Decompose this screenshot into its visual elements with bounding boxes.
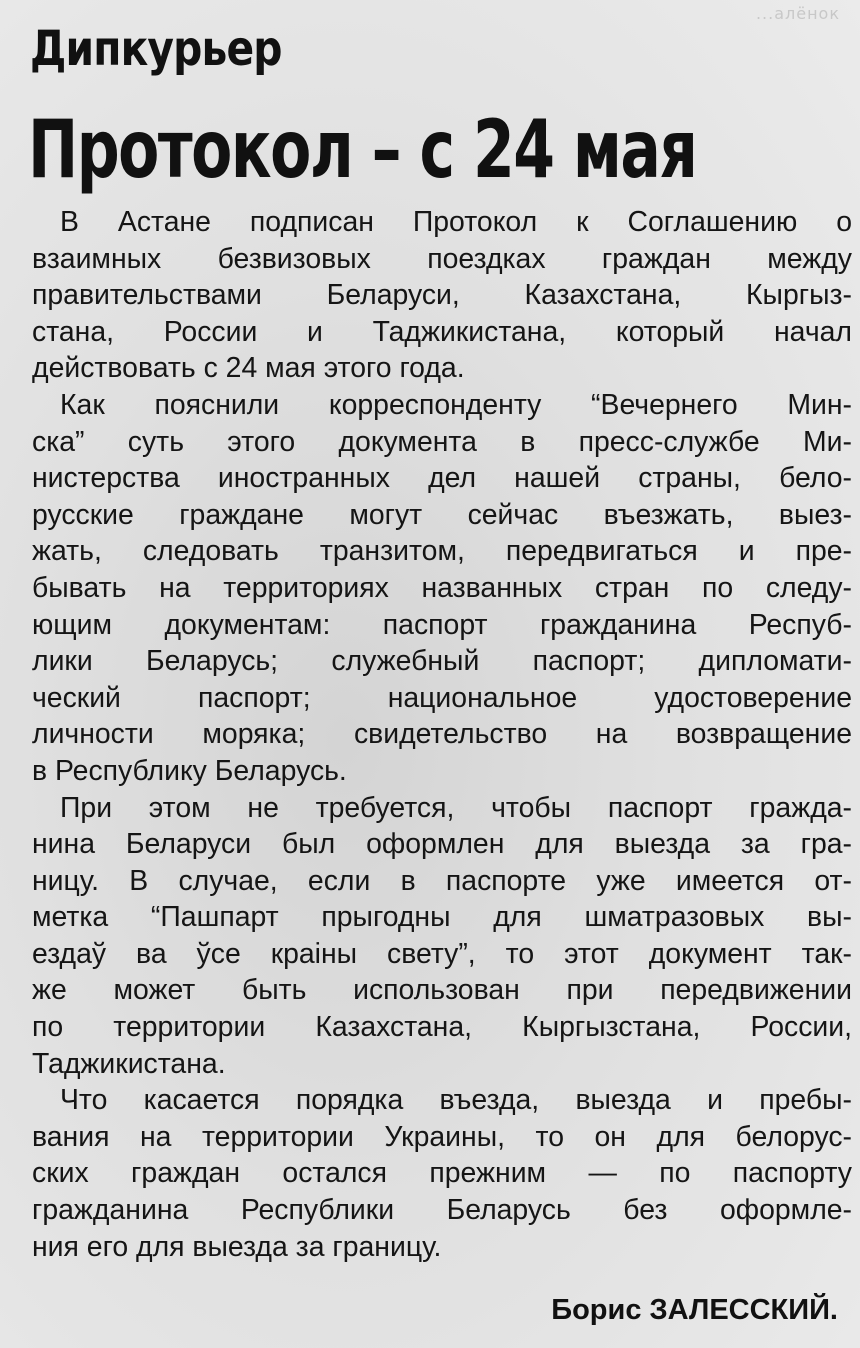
article-line: жать, следовать транзитом, передвигаться и пре- <box>32 535 852 568</box>
article-line: ездаў ва ўсе краіны свету”, то этот документ так- <box>32 937 852 970</box>
article-line: стана, России и Таджикистана, который начал <box>32 315 852 348</box>
headline: Протокол – с 24 мая <box>28 103 697 196</box>
article-line: нина Беларуси был оформлен для выезда за гра- <box>32 828 852 861</box>
byline: Борис ЗАЛЕССКИЙ. <box>551 1294 838 1326</box>
article-line: Как пояснили корреспонденту “Вечернего Мин- <box>60 388 852 421</box>
article-line: взаимных безвизовых поездках граждан между <box>32 242 852 275</box>
article-line: метка “Пашпарт прыгодны для шматразовых вы- <box>32 901 852 934</box>
article-line: ческий паспорт; национальное удостоверение <box>32 681 852 714</box>
article-line: бывать на территориях названных стран по следу- <box>32 571 852 604</box>
article-line: ска” суть этого документа в пресс-службе Ми- <box>32 425 852 458</box>
article-line: ницу. В случае, если в паспорте уже имеется от- <box>32 864 852 897</box>
article-line: ских граждан остался прежним — по паспорту <box>32 1157 852 1190</box>
article-line: правительствами Беларуси, Казахстана, Кыргыз- <box>32 279 852 312</box>
article-line: же может быть использован при передвижении <box>32 974 852 1007</box>
article-body <box>32 204 852 1265</box>
article-line: в Республику Беларусь. <box>32 754 347 787</box>
article-line: действовать с 24 мая этого года. <box>32 352 465 385</box>
article-line: лики Беларусь; служебный паспорт; дипломати- <box>32 645 852 678</box>
article-line: Что касается порядка въезда, выезда и пребы- <box>60 1084 852 1117</box>
article-line: по территории Казахстана, Кыргызстана, России, <box>32 1011 852 1044</box>
article-line: Таджикистана. <box>32 1047 226 1080</box>
article-line: ния его для выезда за границу. <box>32 1230 442 1263</box>
article-line: При этом не требуется, чтобы паспорт гражда- <box>60 791 852 824</box>
article-line: личности моряка; свидетельство на возвращение <box>32 718 852 751</box>
article-line: гражданина Республики Беларусь без оформле- <box>32 1194 852 1227</box>
article-line: ющим документам: паспорт гражданина Респуб- <box>32 608 852 641</box>
bleed-through-text: ...алёнок <box>755 4 840 23</box>
article-paragraph <box>32 790 852 1083</box>
article-paragraph <box>32 204 852 387</box>
article-line: В Астане подписан Протокол к Соглашению о <box>60 206 852 238</box>
article-line: нистерства иностранных дел нашей страны, бело- <box>32 462 852 495</box>
rubric-label: Дипкурьер <box>30 21 282 77</box>
article-paragraph <box>32 1082 852 1265</box>
article-line: русские граждане могут сейчас въезжать, выез- <box>32 498 852 531</box>
article-paragraph <box>32 387 852 790</box>
article-line: вания на территории Украины, то он для белорус- <box>32 1120 852 1153</box>
